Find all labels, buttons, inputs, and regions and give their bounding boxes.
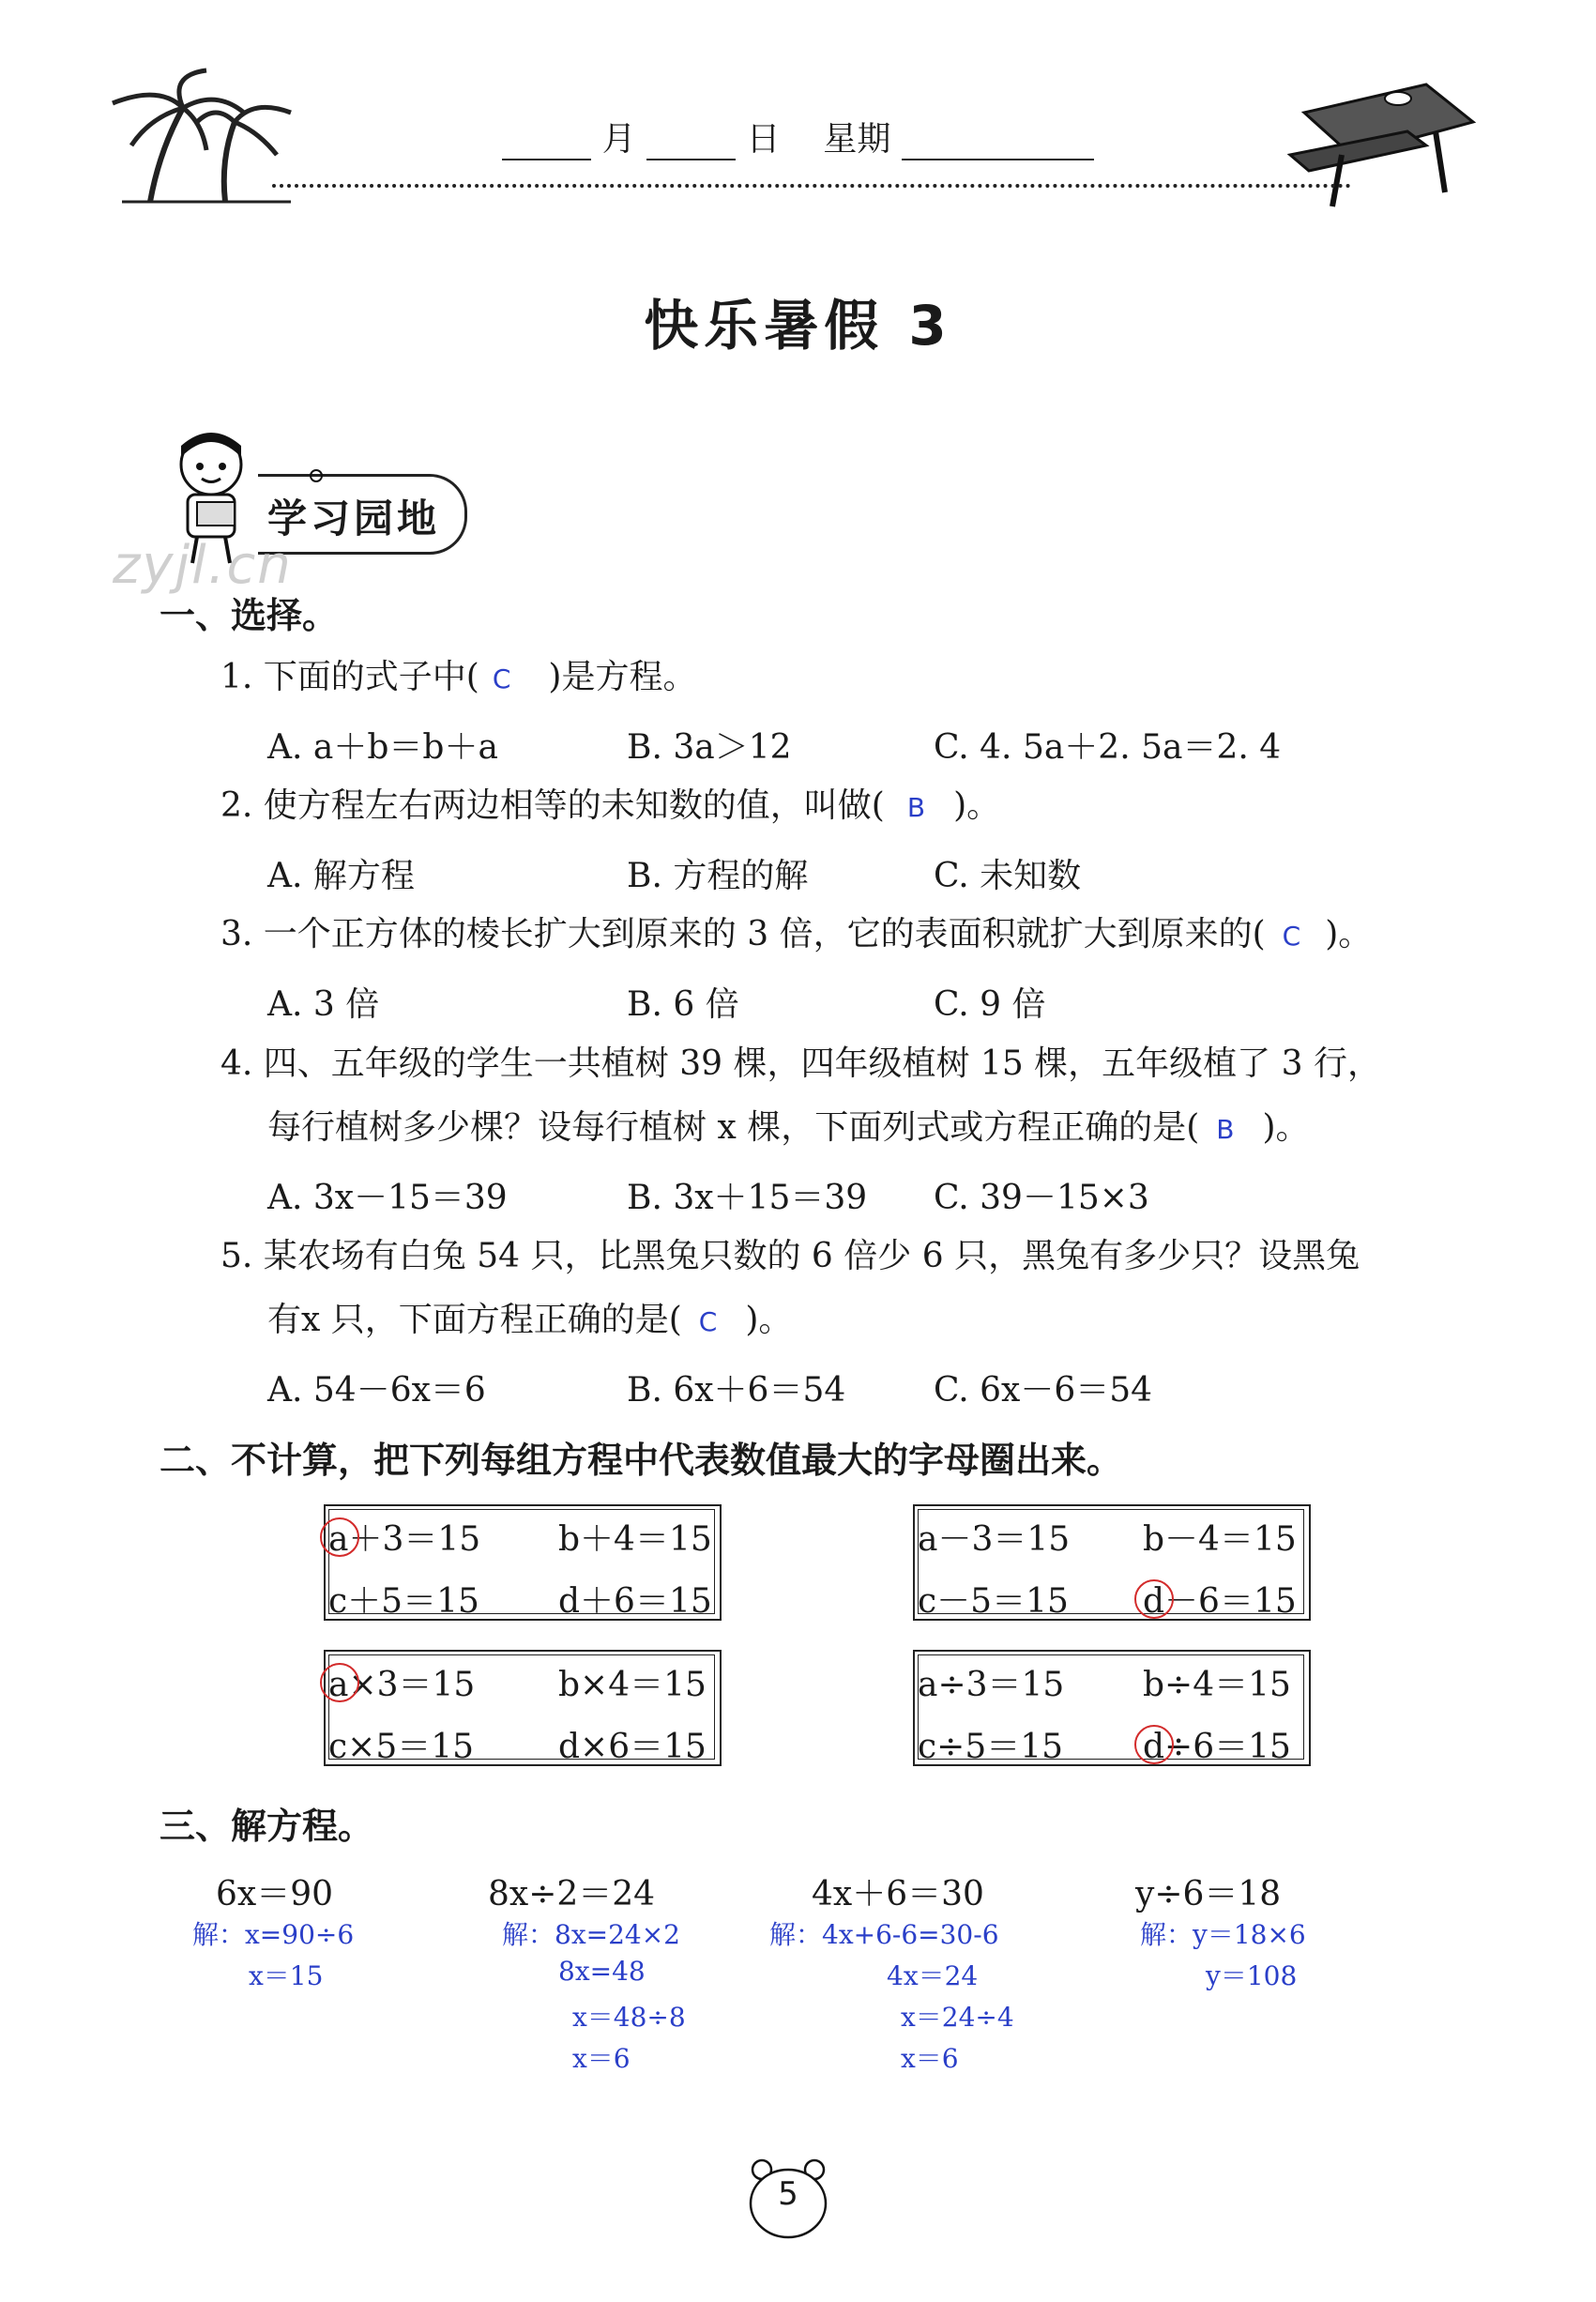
section1-heading: 一、选择。 — [160, 595, 339, 636]
section3-heading: 三、解方程。 — [160, 1806, 374, 1847]
day-label: 日 — [746, 120, 781, 159]
question-4-answer[interactable]: B — [1216, 1114, 1235, 1145]
month-label: 月 — [601, 120, 636, 159]
question-5-stem-line1: 5. 某农场有白兔 54 只，比黑兔只数的 6 倍少 6 只，黑兔有多少只？设黑兔 — [220, 1237, 1360, 1275]
page-number: 5 — [778, 2175, 798, 2213]
section-badge-label: 学习园地 — [267, 495, 441, 541]
answer-circle-mark — [1134, 1725, 1174, 1764]
question-5-text-end: )。 — [745, 1301, 793, 1339]
group-2-eq-b[interactable]: b－4＝15 — [1143, 1520, 1297, 1559]
question-2-option-b[interactable]: B. 方程的解 — [627, 857, 809, 895]
question-2-option-a[interactable]: A. 解方程 — [267, 857, 415, 895]
month-blank[interactable] — [502, 123, 591, 160]
question-4-text: 每行植树多少棵？设每行植树 x 棵，下面列式或方程正确的是( — [267, 1108, 1200, 1147]
question-5-stem-line2 — [267, 1298, 792, 1345]
group-1-eq-d[interactable]: d＋6＝15 — [558, 1582, 712, 1621]
weekday-blank[interactable] — [902, 123, 1094, 160]
question-1-text-end: )是方程。 — [548, 658, 697, 696]
answer-circle-mark — [320, 1517, 359, 1557]
group-3-eq-c[interactable]: c×5＝15 — [328, 1728, 475, 1766]
group-1-eq-b[interactable]: b＋4＝15 — [558, 1520, 712, 1559]
problem-3-step-1[interactable]: 解：4x+6-6=30-6 — [769, 1919, 999, 1950]
question-4-option-c[interactable]: C. 39－15×3 — [934, 1179, 1149, 1217]
day-blank[interactable] — [646, 123, 736, 160]
question-1-option-a[interactable]: A. a＋b＝b＋a — [267, 728, 498, 767]
problem-3-step-2[interactable]: 4x＝24 — [887, 1960, 979, 1991]
weekday-label: 星期 — [823, 120, 891, 159]
problem-3-equation: 4x＋6＝30 — [812, 1875, 984, 1913]
answer-circle-mark — [320, 1663, 359, 1702]
problem-3-step-4[interactable]: x＝6 — [901, 2043, 959, 2074]
problem-1-step-2[interactable]: x＝15 — [249, 1960, 324, 1991]
question-5-answer[interactable]: C — [698, 1306, 718, 1337]
problem-3-step-3[interactable]: x＝24÷4 — [901, 2002, 1014, 2033]
problem-4-equation: y÷6＝18 — [1135, 1875, 1282, 1913]
problem-1-step-1[interactable]: 解：x=90÷6 — [192, 1919, 355, 1950]
answer-circle-mark — [1134, 1579, 1174, 1619]
group-1-eq-a[interactable]: a＋3＝15 — [328, 1520, 481, 1559]
question-4-stem-line2 — [267, 1105, 1310, 1152]
question-1-stem — [220, 655, 696, 702]
date-line — [0, 113, 1596, 160]
section2-heading: 二、不计算，把下列每组方程中代表数值最大的字母圈出来。 — [160, 1440, 1123, 1481]
problem-2-step-4[interactable]: x＝6 — [572, 2043, 631, 2074]
group-1-eq-c[interactable]: c＋5＝15 — [328, 1582, 479, 1621]
problem-2-step-1[interactable]: 解：8x=24×2 — [502, 1919, 680, 1950]
group-2-eq-a[interactable]: a－3＝15 — [918, 1520, 1071, 1559]
question-4-option-a[interactable]: A. 3x－15＝39 — [267, 1179, 508, 1217]
question-2-answer[interactable]: B — [906, 792, 926, 823]
group-4-eq-b[interactable]: b÷4＝15 — [1143, 1666, 1291, 1704]
problem-2-step-3[interactable]: x＝48÷8 — [572, 2002, 686, 2033]
question-1-answer[interactable]: C — [492, 663, 511, 694]
question-4-stem-line1: 4. 四、五年级的学生一共植树 39 棵，四年级植树 15 棵，五年级植了 3 行， — [220, 1044, 1381, 1083]
question-5-option-a[interactable]: A. 54－6x＝6 — [267, 1371, 486, 1410]
group-4-eq-d[interactable]: d÷6＝15 — [1143, 1728, 1291, 1766]
question-2-option-c[interactable]: C. 未知数 — [934, 857, 1082, 895]
group-3-eq-d[interactable]: d×6＝15 — [558, 1728, 707, 1766]
question-3-answer[interactable]: C — [1282, 921, 1301, 952]
problem-4-step-2[interactable]: y＝108 — [1206, 1960, 1298, 1991]
group-4-eq-a[interactable]: a÷3＝15 — [918, 1666, 1065, 1704]
question-3-text: 3. 一个正方体的棱长扩大到原来的 3 倍，它的表面积就扩大到原来的( — [220, 915, 1266, 953]
header-divider — [272, 184, 1351, 188]
question-5-option-b[interactable]: B. 6x＋6＝54 — [627, 1371, 846, 1410]
question-2-text-end: )。 — [953, 786, 1001, 825]
question-1-option-b[interactable]: B. 3a＞12 — [627, 728, 792, 767]
question-3-stem — [220, 912, 1372, 959]
group-3-eq-b[interactable]: b×4＝15 — [558, 1666, 707, 1704]
question-3-option-a[interactable]: A. 3 倍 — [267, 985, 380, 1024]
problem-1-equation: 6x＝90 — [216, 1875, 334, 1913]
question-1-text: 1. 下面的式子中( — [220, 658, 479, 696]
question-3-text-end: )。 — [1325, 915, 1373, 953]
question-4-text-end: )。 — [1262, 1108, 1310, 1147]
page-title: 快乐暑假 3 — [644, 294, 952, 358]
problem-2-equation: 8x÷2＝24 — [488, 1875, 656, 1913]
question-4-option-b[interactable]: B. 3x＋15＝39 — [627, 1179, 868, 1217]
problem-4-step-1[interactable]: 解：y＝18×6 — [1140, 1919, 1306, 1950]
watermark-text: zyjl.cn — [113, 535, 293, 596]
question-3-option-c[interactable]: C. 9 倍 — [934, 985, 1046, 1024]
question-2-text: 2. 使方程左右两边相等的未知数的值，叫做( — [220, 786, 885, 825]
question-5-option-c[interactable]: C. 6x－6＝54 — [934, 1371, 1153, 1410]
group-4-eq-c[interactable]: c÷5＝15 — [918, 1728, 1064, 1766]
group-2-eq-d[interactable]: d－6＝15 — [1143, 1582, 1297, 1621]
group-2-eq-c[interactable]: c－5＝15 — [918, 1582, 1069, 1621]
problem-2-step-2[interactable]: 8x=48 — [558, 1956, 646, 1987]
group-3-eq-a[interactable]: a×3＝15 — [328, 1666, 476, 1704]
question-5-text: 有x 只，下面方程正确的是( — [267, 1301, 682, 1339]
badge-dot-icon — [310, 469, 323, 482]
question-2-stem — [220, 784, 1000, 831]
question-1-option-c[interactable]: C. 4. 5a＋2. 5a＝2. 4 — [934, 728, 1282, 767]
question-3-option-b[interactable]: B. 6 倍 — [627, 985, 739, 1024]
